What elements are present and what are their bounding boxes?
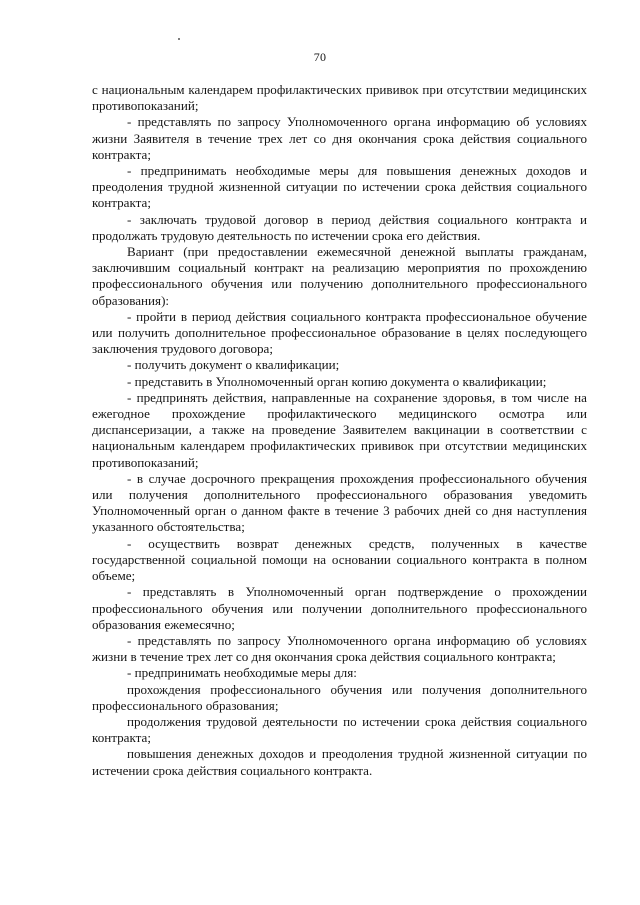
paragraph-list-item: - предпринять действия, направленные на сохранение здоровья, в том числе на ежегодное прохождение профилактического медицинского осмотра или диспансеризации, а также на проведение Заявителем вакцинации в соответствии с национальным календарем профилактических прививок при отсутствии медицинских противопоказаний; (92, 389, 587, 470)
paragraph-continuation: с национальным календарем профилактических прививок при отсутствии медицинских противопоказаний; (92, 82, 587, 114)
page-number: 70 (313, 50, 327, 64)
paragraph-sub-item: прохождения профессионального обучения или получения дополнительного профессионального образования; (92, 681, 587, 713)
paragraph-list-item: - заключать трудовой договор в период действия социального контракта и продолжать трудовую деятельность по истечении срока его действия. (92, 211, 587, 243)
paragraph-list-item: - представлять в Уполномоченный орган подтверждение о прохождении профессионального обучения или получении дополнительного профессионального образования ежемесячно; (92, 584, 587, 632)
paragraph-list-item: - в случае досрочного прекращения прохождения профессионального обучения или получения дополнительного профессионального образования уведомить Уполномоченный орган о данном факте в течение 3 рабочих дней со дня наступления указанного обстоятельства; (92, 470, 587, 535)
document-body (92, 82, 587, 779)
paragraph-list-item: - осуществить возврат денежных средств, полученных в качестве государственной социальной помощи на основании социального контракта в полном объеме; (92, 535, 587, 584)
paragraph-sub-item: продолжения трудовой деятельности по истечении срока действия социального контракта; (92, 713, 587, 746)
paragraph-list-item: - получить документ о квалификации; (127, 357, 340, 373)
paragraph-list-item: - пройти в период действия социального контракта профессиональное обучение или получить дополнительное профессиональное образование в целях последующего заключения трудового договора; (92, 308, 587, 357)
paragraph-variant-heading: Вариант (при предоставлении ежемесячной денежной выплаты гражданам, заключившим социальный контракт на реализацию мероприятия по прохождению профессионального обучения или получению дополнительного профессионального образования): (92, 244, 587, 308)
scan-speck (178, 38, 180, 40)
paragraph-list-item: - представлять по запросу Уполномоченного органа информацию об условиях жизни Заявителя в течение трех лет со дня окончания срока действия социального контракта; (92, 114, 587, 162)
paragraph-list-item: - представлять по запросу Уполномоченного органа информацию об условиях жизни в течение трех лет со дня окончания срока действия социального контракта; (92, 632, 587, 665)
paragraph-sub-item: повышения денежных доходов и преодоления трудной жизненной ситуации по истечении срока действия социального контракта. (92, 746, 587, 778)
paragraph-list-item: - представить в Уполномоченный орган копию документа о квалификации; (127, 373, 547, 389)
paragraph-list-item: - предпринимать необходимые меры для: (127, 665, 357, 681)
paragraph-list-item: - предпринимать необходимые меры для повышения денежных доходов и преодоления трудной жизненной ситуации по истечении срока действия социального контракта; (92, 163, 587, 211)
